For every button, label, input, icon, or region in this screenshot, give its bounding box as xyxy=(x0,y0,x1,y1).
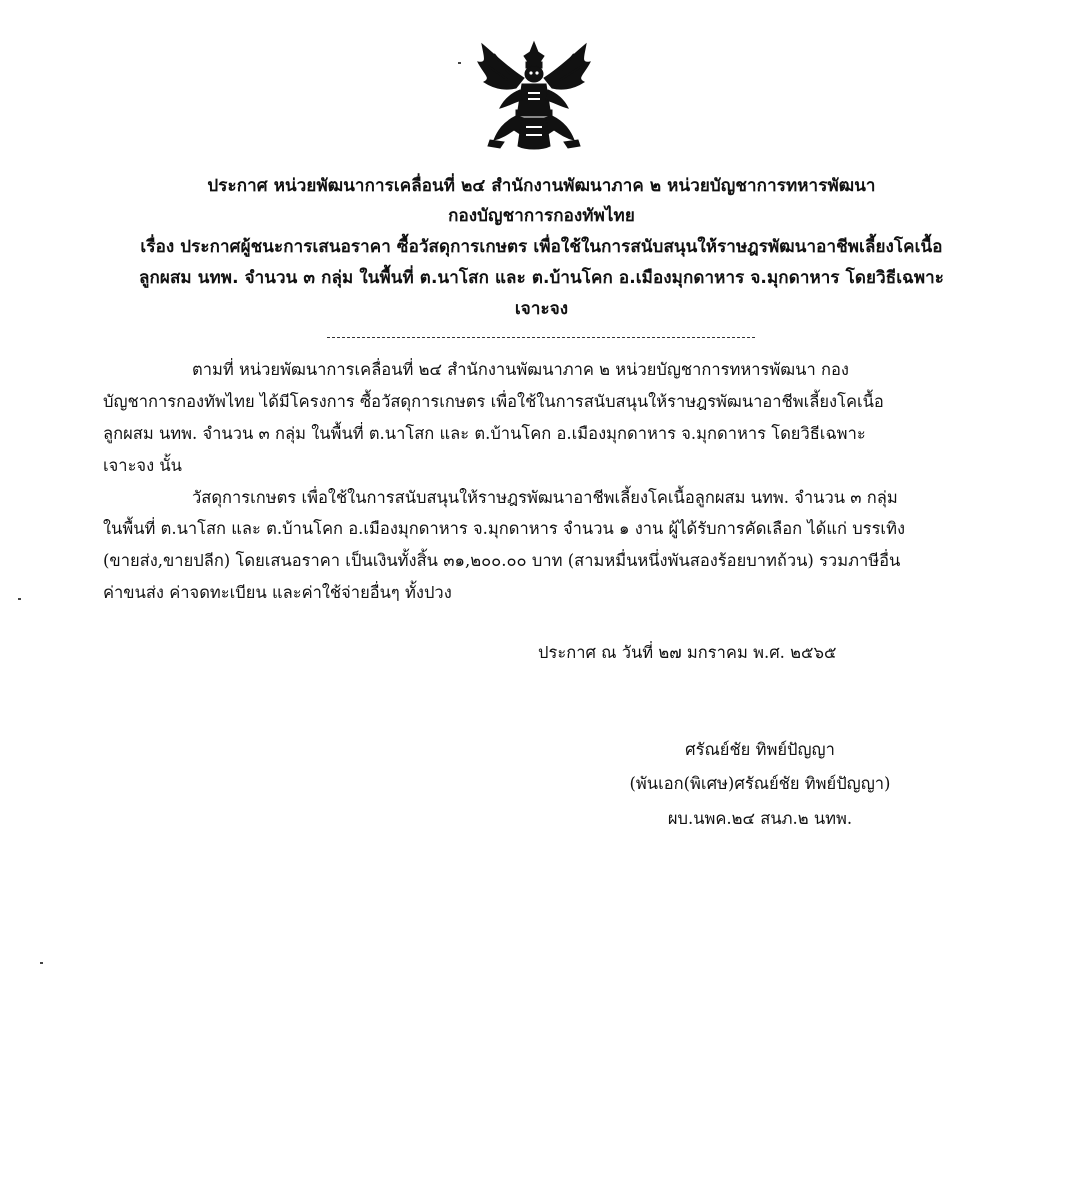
paragraph2-line1: วัสดุการเกษตร เพื่อใช้ในการสนับสนุนให้ราษฎรพัฒนาอาชีพเลี้ยงโคเนื้อลูกผสม นทพ. จำนวน ๓ กลุ่ม xyxy=(192,488,898,507)
paragraph2-line2: ในพื้นที่ ต.นาโสก และ ต.บ้านโคก อ.เมืองมุกดาหาร จ.มุกดาหาร จำนวน ๑ งาน ผู้ได้รับการคัดเลือก ได้แก่ บรรเทิง xyxy=(103,519,905,538)
subject-line3: เจาะจง xyxy=(514,299,569,319)
paragraph1-line3: ลูกผสม นทพ. จำนวน ๓ กลุ่ม ในพื้นที่ ต.นาโสก และ ต.บ้านโคก อ.เมืองมุกดาหาร จ.มุกดาหาร โดยวิธีเฉพาะ xyxy=(103,424,866,443)
scan-speck xyxy=(18,598,21,600)
subject-line1: เรื่อง ประกาศผู้ชนะการเสนอราคา ซื้อวัสดุการเกษตร เพื่อใช้ในการสนับสนุนให้ราษฎรพัฒนาอาชีพเลี้ยงโคเนื้อ xyxy=(140,237,943,257)
paragraph2-line3: (ขายส่ง,ขายปลีก) โดยเสนอราคา เป็นเงินทั้งสิ้น ๓๑,๒๐๐.๐๐ บาท (สามหมื่นหนึ่งพันสองร้อยบาทถ้วน) รวมภาษีอื่น xyxy=(103,551,901,570)
announcement-date: ประกาศ ณ วันที่ ๒๗ มกราคม พ.ศ. ๒๕๖๕ xyxy=(538,643,837,662)
signatory-full-name: (พันเอก(พิเศษ)ศรัณย์ชัย ทิพย์ปัญญา) xyxy=(629,774,891,793)
announcement-title-line1: ประกาศ หน่วยพัฒนาการเคลื่อนที่ ๒๔ สำนักงานพัฒนาภาค ๒ หน่วยบัญชาการทหารพัฒนา xyxy=(207,176,876,196)
dashed-divider xyxy=(327,337,755,338)
signature-name: ศรัณย์ชัย ทิพย์ปัญญา xyxy=(685,740,835,759)
signatory-position: ผบ.นพค.๒๔ สนภ.๒ นทพ. xyxy=(667,809,853,828)
subject-line2: ลูกผสม นทพ. จำนวน ๓ กลุ่ม ในพื้นที่ ต.นาโสก และ ต.บ้านโคก อ.เมืองมุกดาหาร จ.มุกดาหาร โดยวิธีเฉพาะ xyxy=(138,268,945,288)
paragraph1-line2: บัญชาการกองทัพไทย ได้มีโครงการ ซื้อวัสดุการเกษตร เพื่อใช้ในการสนับสนุนให้ราษฎรพัฒนาอาชีพเลี้ยงโคเนื้อ xyxy=(103,392,884,411)
paragraph1-line4: เจาะจง นั้น xyxy=(103,456,182,475)
scan-speck xyxy=(40,962,43,964)
announcement-title-line2: กองบัญชาการกองทัพไทย xyxy=(448,206,635,226)
garuda-emblem-icon xyxy=(464,34,604,154)
paragraph1-line1: ตามที่ หน่วยพัฒนาการเคลื่อนที่ ๒๔ สำนักงานพัฒนาภาค ๒ หน่วยบัญชาการทหารพัฒนา กอง xyxy=(192,360,849,379)
scan-speck xyxy=(458,62,461,64)
paragraph2-line4: ค่าขนส่ง ค่าจดทะเบียน และค่าใช้จ่ายอื่นๆ ทั้งปวง xyxy=(103,583,452,602)
